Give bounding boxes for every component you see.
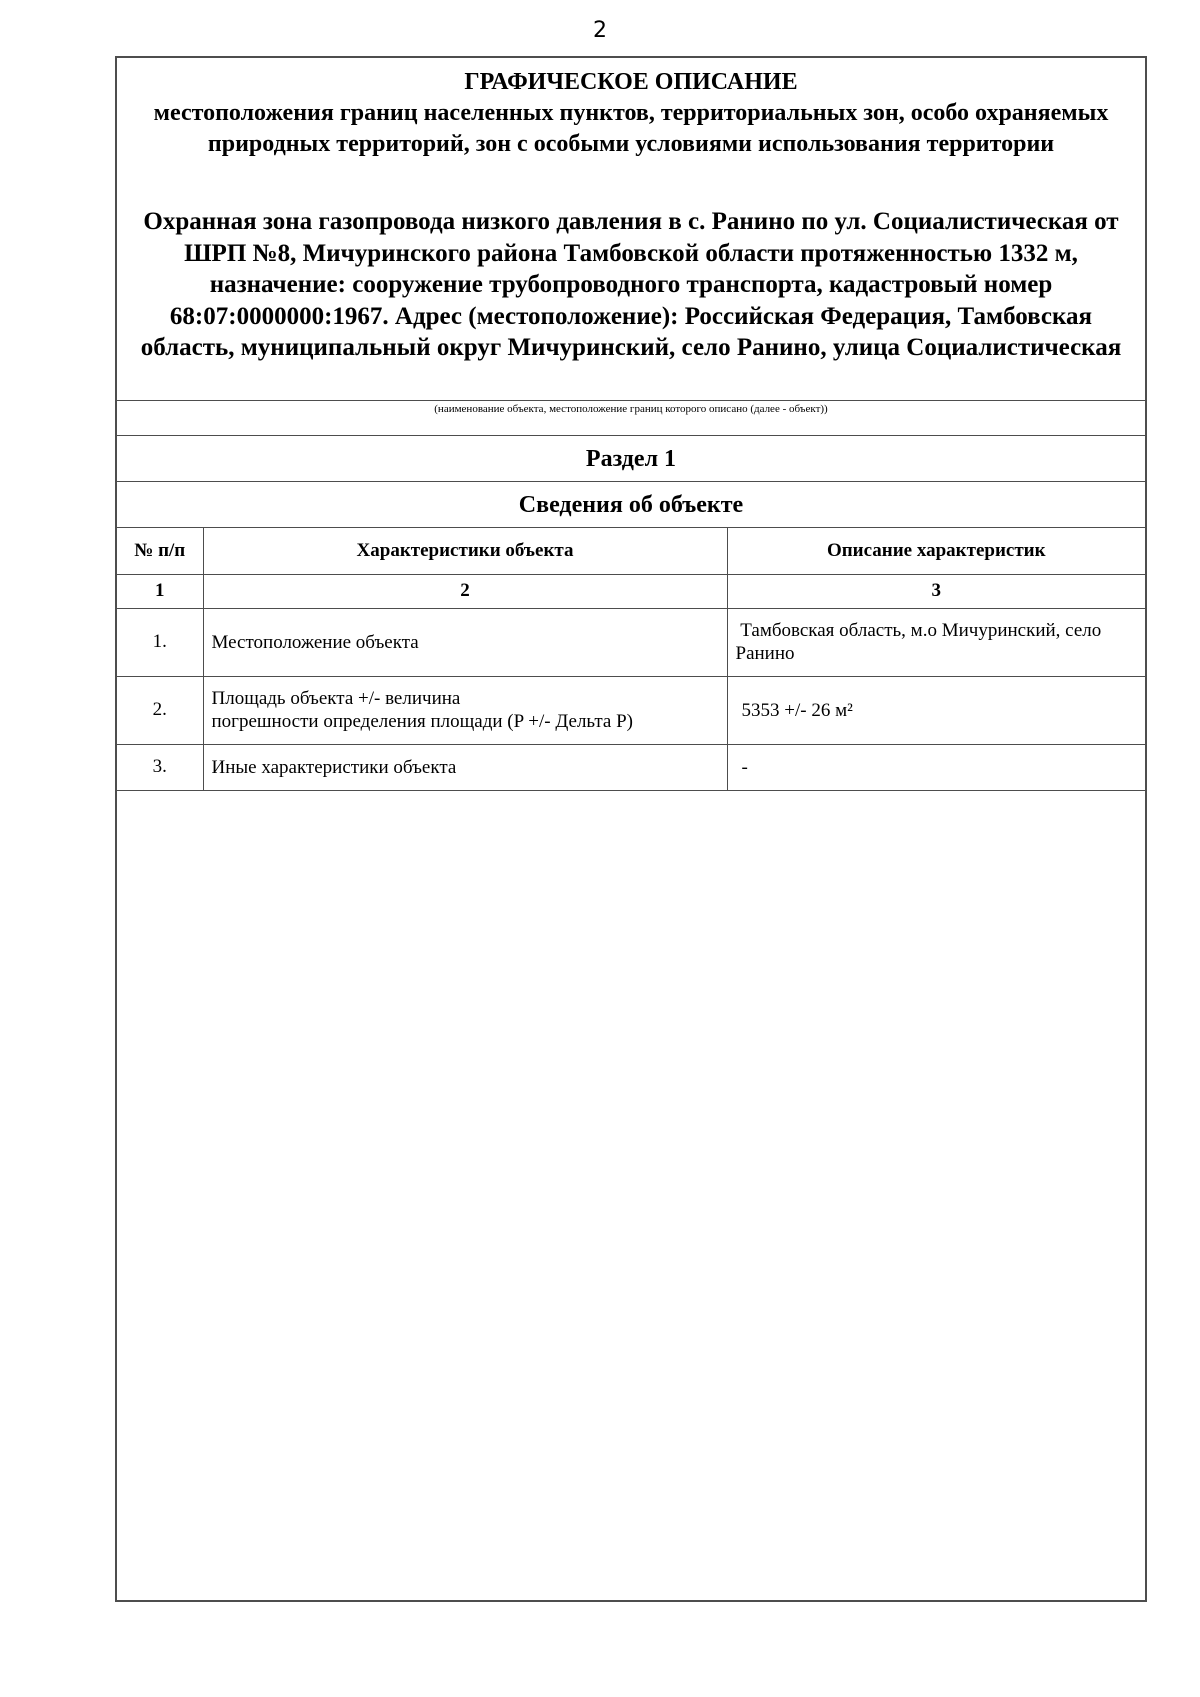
row-characteristic <box>203 744 727 790</box>
object-info-table <box>117 528 1145 791</box>
table-header-row <box>117 528 1145 574</box>
row-number: 3. <box>117 744 203 790</box>
row-description <box>727 744 1145 790</box>
row-number: 2. <box>117 676 203 744</box>
column-header-characteristic: Характеристики объекта <box>203 528 727 574</box>
document-header <box>117 58 1145 401</box>
characteristic-text: Местоположение объекта <box>211 631 419 653</box>
description-text: - <box>741 756 748 778</box>
characteristic-text-line-2: погрешности определения площади (P +/- Дельта P) <box>211 711 633 732</box>
object-name: Охранная зона газопровода низкого давления в с. Ранино по ул. Социалистическая от ШРП №8, Мичуринского района Тамбовской области протяженностью 1332 м, назначение: сооружение трубопроводного транспорта, кадастровый номер 68:07:0000000:1967. Адрес (местоположение): Российская Федерация, Тамбовская область, муниципальный округ Мичуринский, село Ранино, улица Социалистическая <box>140 208 1122 361</box>
section-title: Сведения об объекте <box>117 482 1145 528</box>
row-characteristic <box>203 676 727 744</box>
document-frame <box>115 56 1147 1602</box>
table-row <box>117 676 1145 744</box>
characteristic-text: Иные характеристики объекта <box>211 756 457 778</box>
description-text: Тамбовская область, м.о Мичуринский, село Ранино <box>735 620 1106 664</box>
section-label: Раздел 1 <box>117 436 1145 482</box>
column-header-number: № п/п <box>117 528 203 574</box>
table-row <box>117 608 1145 676</box>
document-subtitle: местоположения границ населенных пунктов, территориальных зон, особо охраняемых природных территорий, зон с особыми условиями использования территории <box>153 100 1109 157</box>
object-name-caption: (наименование объекта, местоположение границ которого описано (далее - объект)) <box>117 401 1145 436</box>
column-number-row <box>117 574 1145 608</box>
row-description <box>727 608 1145 676</box>
column-number: 3 <box>727 574 1145 608</box>
row-description <box>727 676 1145 744</box>
characteristic-text-line-1: Площадь объекта +/- величина <box>211 688 461 709</box>
table-row <box>117 744 1145 790</box>
description-text: 5353 +/- 26 м² <box>741 699 853 721</box>
column-number: 2 <box>203 574 727 608</box>
column-header-description: Описание характеристик <box>727 528 1145 574</box>
row-number: 1. <box>117 608 203 676</box>
page-number: 2 <box>593 18 607 43</box>
document-title: ГРАФИЧЕСКОЕ ОПИСАНИЕ <box>464 69 798 95</box>
column-number: 1 <box>117 574 203 608</box>
row-characteristic <box>203 608 727 676</box>
